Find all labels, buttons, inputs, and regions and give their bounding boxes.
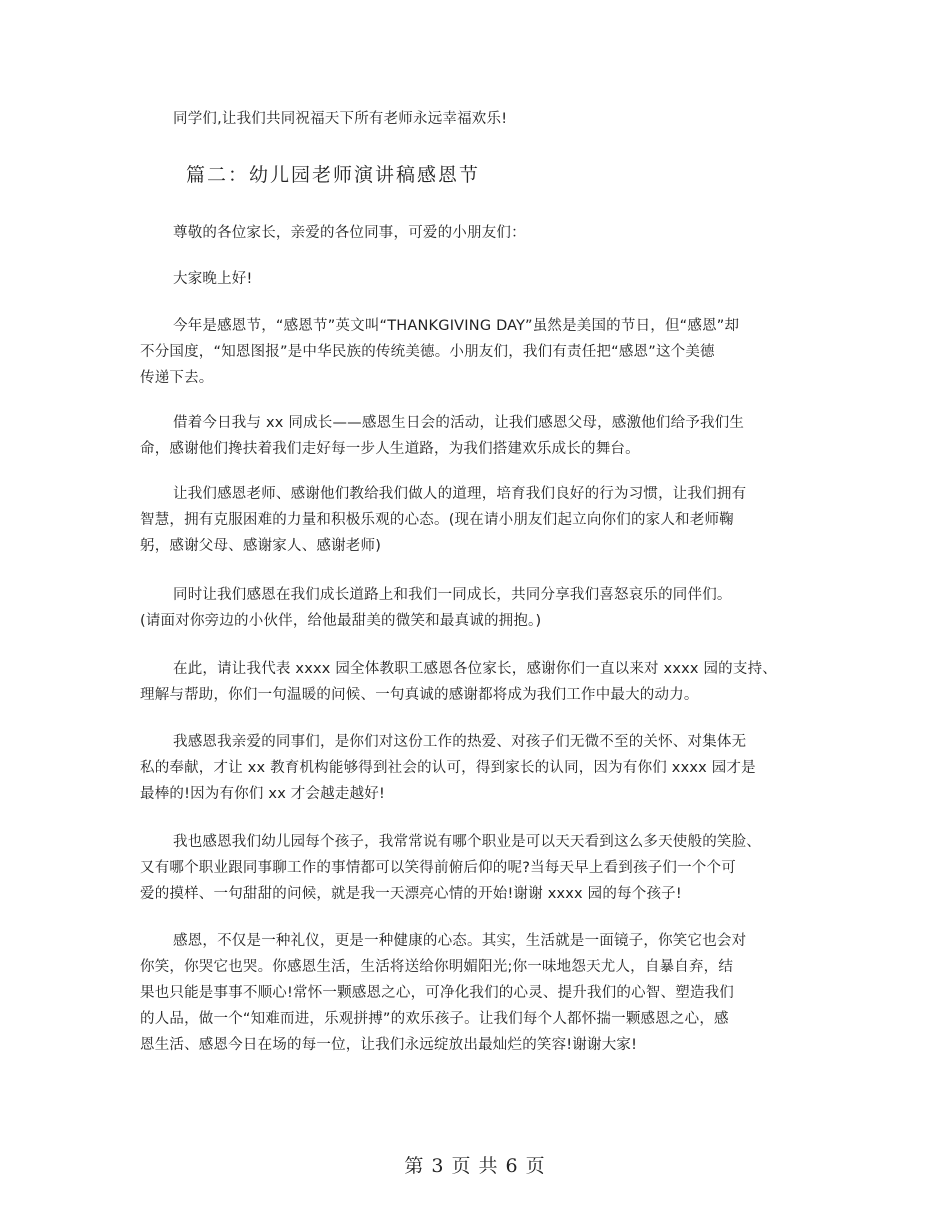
text-line: 最棒的!因为有你们 xx 才会越走越好!	[140, 786, 386, 802]
text-line: 我感恩我亲爱的同事们，是你们对这份工作的热爱、对孩子们无微不至的关怀、对集体无	[173, 734, 747, 750]
salutation-paragraph	[140, 266, 820, 292]
text-line: 躬，感谢父母、感谢家人、感谢老师)	[140, 538, 382, 554]
text-line: (请面对你旁边的小伙伴，给他最甜美的微笑和最真诚的拥抱。)	[140, 613, 542, 629]
text-line: 在此，请让我代表 xxxx 园全体教职工感恩各位家长，感谢你们一直以来对 xxxx 园的支持、	[173, 661, 777, 677]
text-line: 恩生活、感恩今日在场的每一位，让我们永远绽放出最灿烂的笑容!谢谢大家!	[140, 1037, 638, 1053]
text-line: 又有哪个职业跟同事聊工作的事情都可以笑得前俯后仰的呢?当每天早上看到孩子们一个个可	[140, 860, 736, 876]
section-title: 篇二：幼儿园老师演讲稿感恩节	[186, 164, 481, 186]
text-line: 你笑，你哭它也哭。你感恩生活，生活将送给你明媚阳光;你一味地怨天尤人，自暴自弃，结	[140, 959, 734, 975]
text-line: 尊敬的各位家长，亲爱的各位同事，可爱的小朋友们：	[173, 225, 526, 241]
text-line: 大家晚上好!	[173, 271, 253, 287]
body-paragraph-8	[140, 928, 820, 1058]
text-line: 的人品，做一个“知难而进，乐观拼搏”的欢乐孩子。让我们每个人都怀揣一颗感恩之心，感	[140, 1011, 729, 1027]
text-line: 同时让我们感恩在我们成长道路上和我们一同成长，共同分享我们喜怒哀乐的同伴们。	[173, 587, 732, 603]
text-line: 果也只能是事事不顺心!常怀一颗感恩之心，可净化我们的心灵、提升我们的心智、塑造我们	[140, 985, 735, 1001]
text-line: 我也感恩我们幼儿园每个孩子，我常常说有哪个职业是可以天天看到这么多天使般的笑脸、	[173, 834, 761, 850]
text-line: 爱的摸样、一句甜甜的问候，就是我一天漂亮心情的开始!谢谢 xxxx 园的每个孩子!	[140, 886, 682, 902]
text-line: 传递下去。	[140, 370, 214, 386]
text-line: 感恩，不仅是一种礼仪，更是一种健康的心态。其实，生活就是一面镜子，你笑它也会对	[173, 933, 747, 949]
body-paragraph-2	[140, 410, 820, 462]
text-line: 私的奉献，才让 xx 教育机构能够得到社会的认可，得到家长的认同，因为有你们 xxxx 园才是	[140, 760, 756, 776]
body-paragraph-6	[140, 729, 820, 807]
text-line: 命，感谢他们搀扶着我们走好每一步人生道路，为我们搭建欢乐成长的舞台。	[140, 441, 640, 457]
body-paragraph-5	[140, 656, 820, 708]
body-paragraph-3	[140, 481, 820, 559]
text-line: 同学们,让我们共同祝福天下所有老师永远幸福欢乐!	[173, 111, 508, 127]
page-number-footer: 第 3 页 共 6 页	[404, 1155, 546, 1177]
text-line: 让我们感恩老师、感谢他们教给我们做人的道理，培育我们良好的行为习惯，让我们拥有	[173, 486, 747, 502]
intro-paragraph	[140, 106, 820, 132]
body-paragraph-1	[140, 313, 820, 391]
text-line: 今年是感恩节，“感恩节”英文叫“THANKGIVING DAY”虽然是美国的节日，但“感恩”却	[173, 318, 740, 334]
text-line: 理解与帮助，你们一句温暖的问候、一句真诚的感谢都将成为我们工作中最大的动力。	[140, 687, 699, 703]
text-line: 智慧，拥有克服困难的力量和积极乐观的心态。(现在请小朋友们起立向你们的家人和老师鞠	[140, 512, 734, 528]
greeting-paragraph	[140, 220, 820, 246]
text-line: 不分国度，“知恩图报”是中华民族的传统美德。小朋友们，我们有责任把“感恩”这个美德	[140, 344, 715, 360]
text-line: 借着今日我与 xx 同成长——感恩生日会的活动，让我们感恩父母，感激他们给予我们生	[173, 415, 745, 431]
body-paragraph-4	[140, 582, 820, 634]
body-paragraph-7	[140, 829, 820, 907]
